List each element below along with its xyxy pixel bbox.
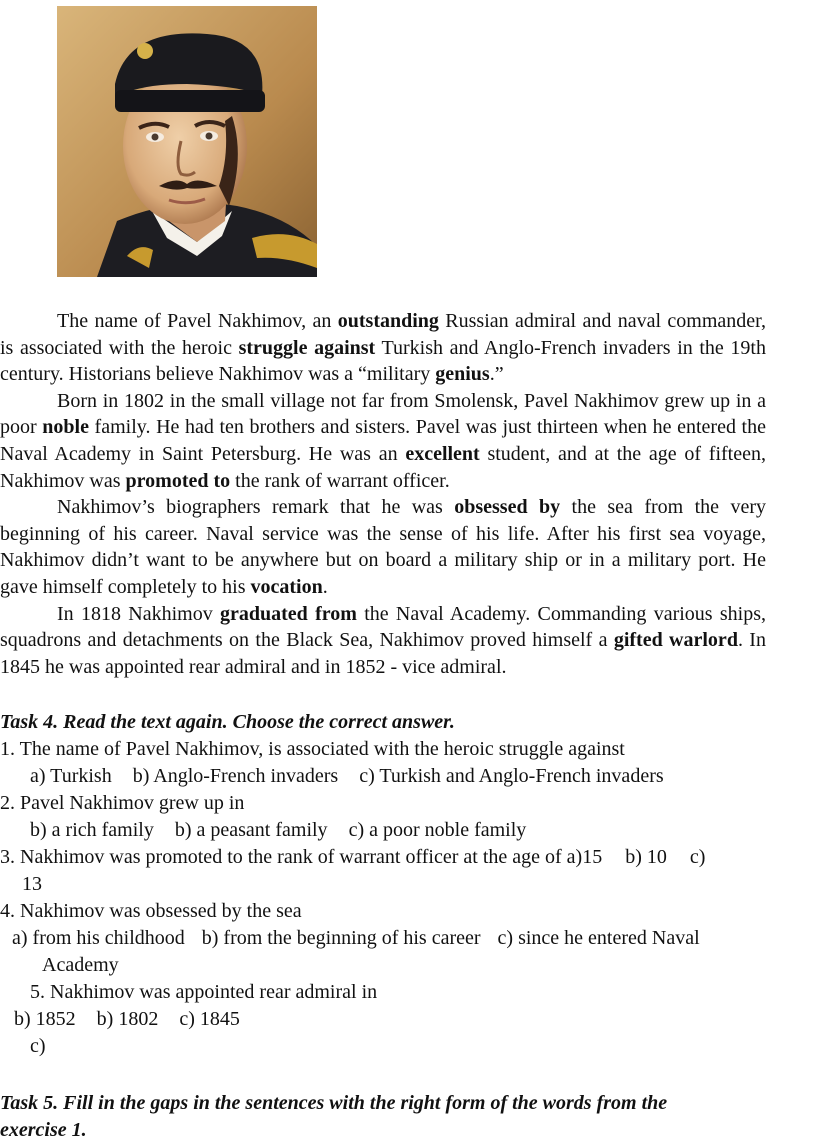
question-4: 4. Nakhimov was obsessed by the sea: [0, 900, 302, 922]
bold-term: vocation: [250, 575, 323, 598]
bold-term: genius: [435, 363, 490, 386]
bold-term: outstanding: [337, 310, 439, 332]
option: c): [689, 846, 706, 868]
option: c) 1845: [179, 1008, 240, 1030]
task-5-title-continuation: exercise 1.: [0, 1119, 87, 1141]
question-5-options: [14, 1006, 240, 1033]
text-run: the rank of warrant officer.: [230, 469, 450, 492]
option: b) Anglo-French invaders: [132, 765, 339, 787]
question-5-continuation: c): [30, 1035, 46, 1057]
text-run: student, and at the age of fifteen, Nakhimov was: [0, 442, 766, 492]
question-4-options: [12, 925, 700, 952]
text-run: Born in 1802 in the small village not far from Smolensk, Pavel Nakhimov grew up in a poor: [0, 389, 766, 439]
text-run: The name of Pavel Nakhimov, an: [57, 310, 338, 332]
text-run: Russian admiral and naval commander, is associated with the heroic: [0, 310, 767, 359]
option: a) Turkish: [30, 765, 112, 787]
question-4-continuation: Academy: [42, 954, 119, 976]
option: b) 1802: [96, 1008, 159, 1030]
bold-term: excellent: [405, 442, 480, 465]
question-3-text: 3. Nakhimov was promoted to the rank of warrant officer at the age of a)15: [0, 846, 603, 868]
text-run: family. He had ten brothers and sisters. Pavel was just thirteen when he entered the Naval Academy in Saint Petersburg. He was an: [0, 416, 766, 465]
option: b) 1852: [14, 1008, 76, 1030]
question-2-options: [30, 817, 526, 844]
bold-term: struggle against: [238, 336, 376, 359]
text-run: .”: [489, 363, 504, 386]
option: b) from the beginning of his career: [201, 927, 481, 949]
question-1: 1. The name of Pavel Nakhimov, is associated with the heroic struggle against: [0, 738, 625, 760]
option: b) a peasant family: [174, 819, 328, 841]
question-2: 2. Pavel Nakhimov grew up in: [0, 792, 245, 814]
text-run: the sea from the very beginning of his career. Naval service was the sense of his life. After his first sea voyage, Nakhimov didn’t want to be anywhere but on board a military ship or in a military port. He gave himself completely to his: [0, 496, 766, 598]
option: c) Turkish and Anglo-French invaders: [359, 765, 664, 787]
text-run: Turkish and Anglo-French invaders in the 19th century. Historians believe Nakhimov was a “military: [0, 336, 766, 386]
option: c) a poor noble family: [348, 819, 527, 841]
question-3: [0, 844, 705, 871]
text-run: the Naval Academy. Commanding various ships, squadrons and detachments on the Black Sea, Nakhimov proved himself a: [0, 602, 766, 652]
bold-term: noble: [42, 416, 89, 439]
option: a) from his childhood: [12, 927, 185, 949]
task-4-title: Task 4. Read the text again. Choose the correct answer.: [0, 711, 455, 733]
text-run: . In 1845 he was appointed rear admiral and in 1852 - vice admiral.: [0, 629, 766, 678]
bold-term: gifted warlord: [613, 629, 738, 652]
task-5-title: Task 5. Fill in the gaps in the sentences with the right form of the words from the: [0, 1092, 668, 1114]
bold-term: promoted to: [125, 469, 231, 492]
question-5: 5. Nakhimov was appointed rear admiral in: [30, 981, 378, 1003]
text-run: .: [322, 575, 328, 598]
option: b) a rich family: [30, 819, 154, 841]
text-run: In 1818 Nakhimov: [57, 602, 220, 625]
question-1-options: [30, 763, 664, 790]
option: b) 10: [625, 846, 667, 868]
text-run: Nakhimov’s biographers remark that he was: [57, 496, 455, 519]
option: c) since he entered Naval: [497, 927, 700, 949]
bold-term: obsessed by: [454, 496, 561, 519]
question-3-continuation: 13: [22, 873, 42, 895]
bold-term: graduated from: [219, 602, 357, 625]
